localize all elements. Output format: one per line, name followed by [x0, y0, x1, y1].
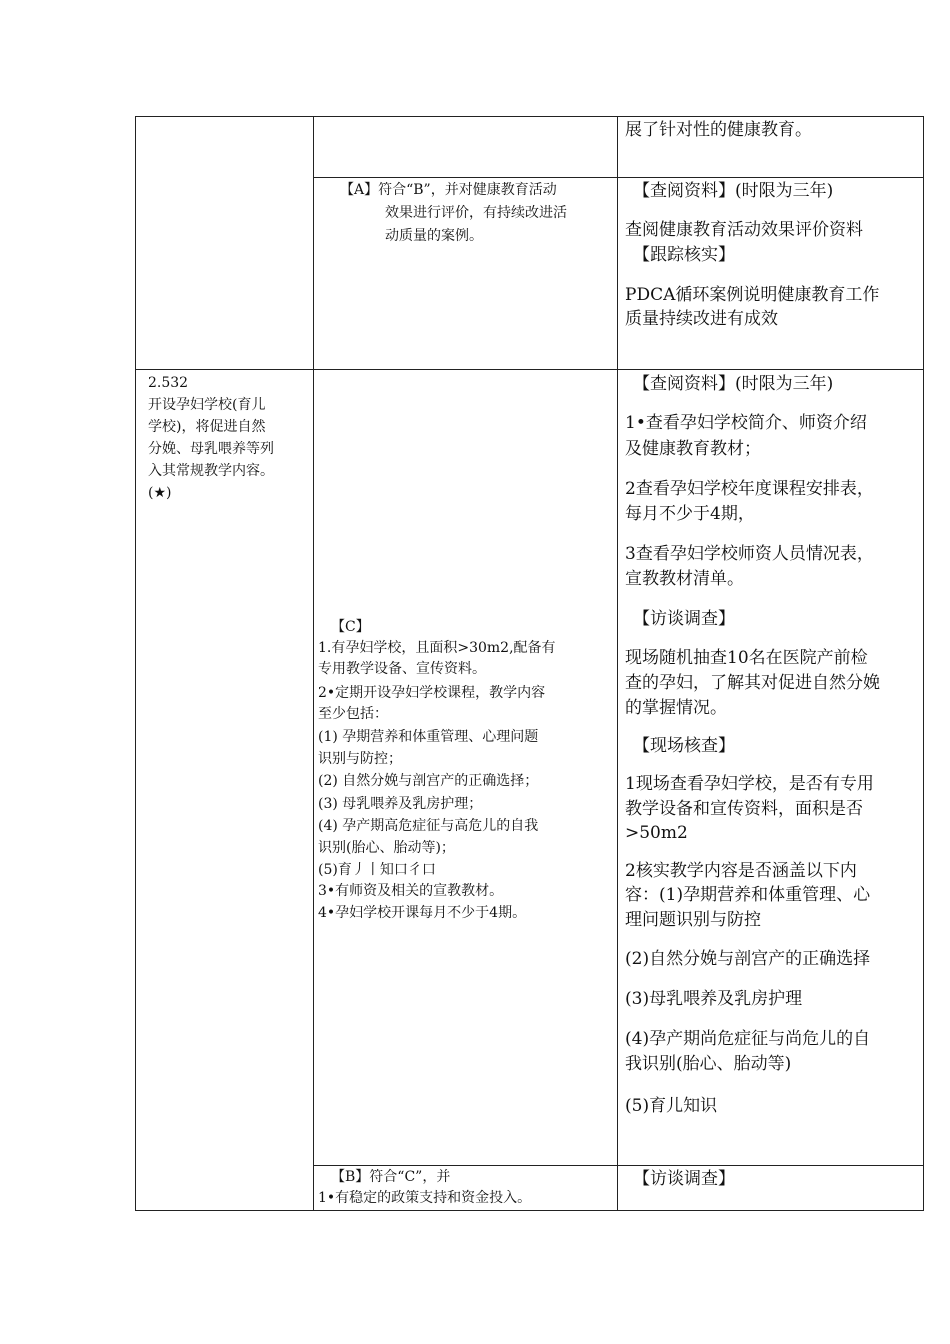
standard-c-line: 2•定期开设孕妇学校课程，教学内容 [318, 685, 546, 701]
method-item: 的掌握情况。 [625, 698, 727, 718]
method-item: 1现场查看孕妇学校，是否有专用 [625, 774, 874, 794]
row-divider-3 [313, 1165, 924, 1166]
standard-b-line: 【B】符合“C”，并 [331, 1169, 451, 1185]
standard-c-line: 专用教学设备、宣传资料。 [318, 661, 486, 677]
method-item: 容：(1)孕期营养和体重管理、心 [625, 885, 871, 905]
column-divider-1 [313, 116, 314, 1211]
method-item: 1•查看孕妇学校简介、师资介绍 [625, 413, 867, 433]
method-heading: 【现场核查】 [633, 736, 735, 756]
standard-c-line: (2) 自然分娩与剖宫产的正确选择； [318, 773, 539, 789]
method-heading: 【查阅资料】(时限为三年) [633, 374, 834, 394]
standard-c-line: 识别(胎心、胎动等)； [318, 840, 455, 856]
item-desc-line: 入其常规教学内容。 [148, 463, 274, 479]
method-item: (5)育儿知识 [625, 1096, 718, 1116]
method-item: 3查看孕妇学校师资人员情况表， [625, 544, 874, 564]
method-item: (2)自然分娩与剖宫产的正确选择 [625, 949, 871, 969]
standard-c-line: 识别与防控； [318, 751, 402, 767]
standard-b-line: 1•有稳定的政策支持和资金投入。 [318, 1190, 532, 1206]
method-heading: 【跟踪核实】 [633, 245, 735, 265]
standard-c-line: (3) 母乳喂养及乳房护理； [318, 796, 483, 812]
standard-c-line: (5)育丿丨知口彳口 [318, 862, 436, 878]
method-heading: 【查阅资料】(时限为三年) [633, 181, 834, 201]
method-heading: 【访谈调查】 [633, 609, 735, 629]
item-desc-line: 分娩、母乳喂养等列 [148, 441, 274, 457]
row1-method-text: 展了针对性的健康教育。 [625, 120, 812, 140]
standard-c-line: 至少包括： [318, 706, 388, 722]
standard-a-line: 【A】符合“B”，并对健康教育活动 [340, 182, 557, 198]
method-item: 查的孕妇，了解其对促进自然分娩 [625, 673, 880, 693]
standard-c-line: 3•有师资及相关的宣教教材。 [318, 883, 504, 899]
method-item: 2核实教学内容是否涵盖以下内 [625, 861, 857, 881]
method-item: 理问题识别与防控 [625, 910, 761, 930]
item-star-mark: (★) [148, 485, 172, 501]
standard-a-line: 效果进行评价，有持续改进活 [385, 205, 567, 221]
method-item: 质量持续改进有成效 [625, 309, 778, 329]
standard-c-line: (4) 孕产期高危症征与高危儿的自我 [318, 818, 539, 834]
method-item: 现场随机抽查10名在医院产前检 [625, 648, 868, 668]
standard-a-line: 动质量的案例。 [385, 228, 483, 244]
method-item: 及健康教育教材； [625, 439, 761, 459]
method-item: 我识别(胎心、胎动等) [625, 1054, 792, 1074]
standard-c-line: 1.有孕妇学校，且面积>30m2,配备有 [318, 640, 556, 656]
method-item: 2查看孕妇学校年度课程安排表， [625, 479, 874, 499]
row4-method-heading: 【访谈调查】 [633, 1169, 735, 1189]
method-item: >50m2 [625, 823, 688, 843]
method-item: 宣教教材清单。 [625, 569, 744, 589]
standard-c-line: 4•孕妇学校开课每月不少于4期。 [318, 905, 527, 921]
standard-c-line: (1) 孕期营养和体重管理、心理问题 [318, 729, 539, 745]
method-item: (4)孕产期尚危症征与尚危儿的自 [625, 1029, 871, 1049]
item-desc-line: 学校)，将促进自然 [148, 419, 266, 435]
method-item: (3)母乳喂养及乳房护理 [625, 989, 803, 1009]
method-item: 教学设备和宣传资料，面积是否 [625, 799, 863, 819]
item-code: 2.532 [148, 375, 189, 391]
row-divider-2 [135, 369, 924, 370]
column-divider-2 [617, 116, 618, 1211]
standard-c-label: 【C】 [331, 619, 370, 635]
item-desc-line: 开设孕妇学校(育儿 [148, 397, 266, 413]
method-item: 每月不少于4期， [625, 504, 755, 524]
method-item: PDCA循环案例说明健康教育工作 [625, 285, 880, 305]
method-item: 查阅健康教育活动效果评价资料 [625, 220, 863, 240]
